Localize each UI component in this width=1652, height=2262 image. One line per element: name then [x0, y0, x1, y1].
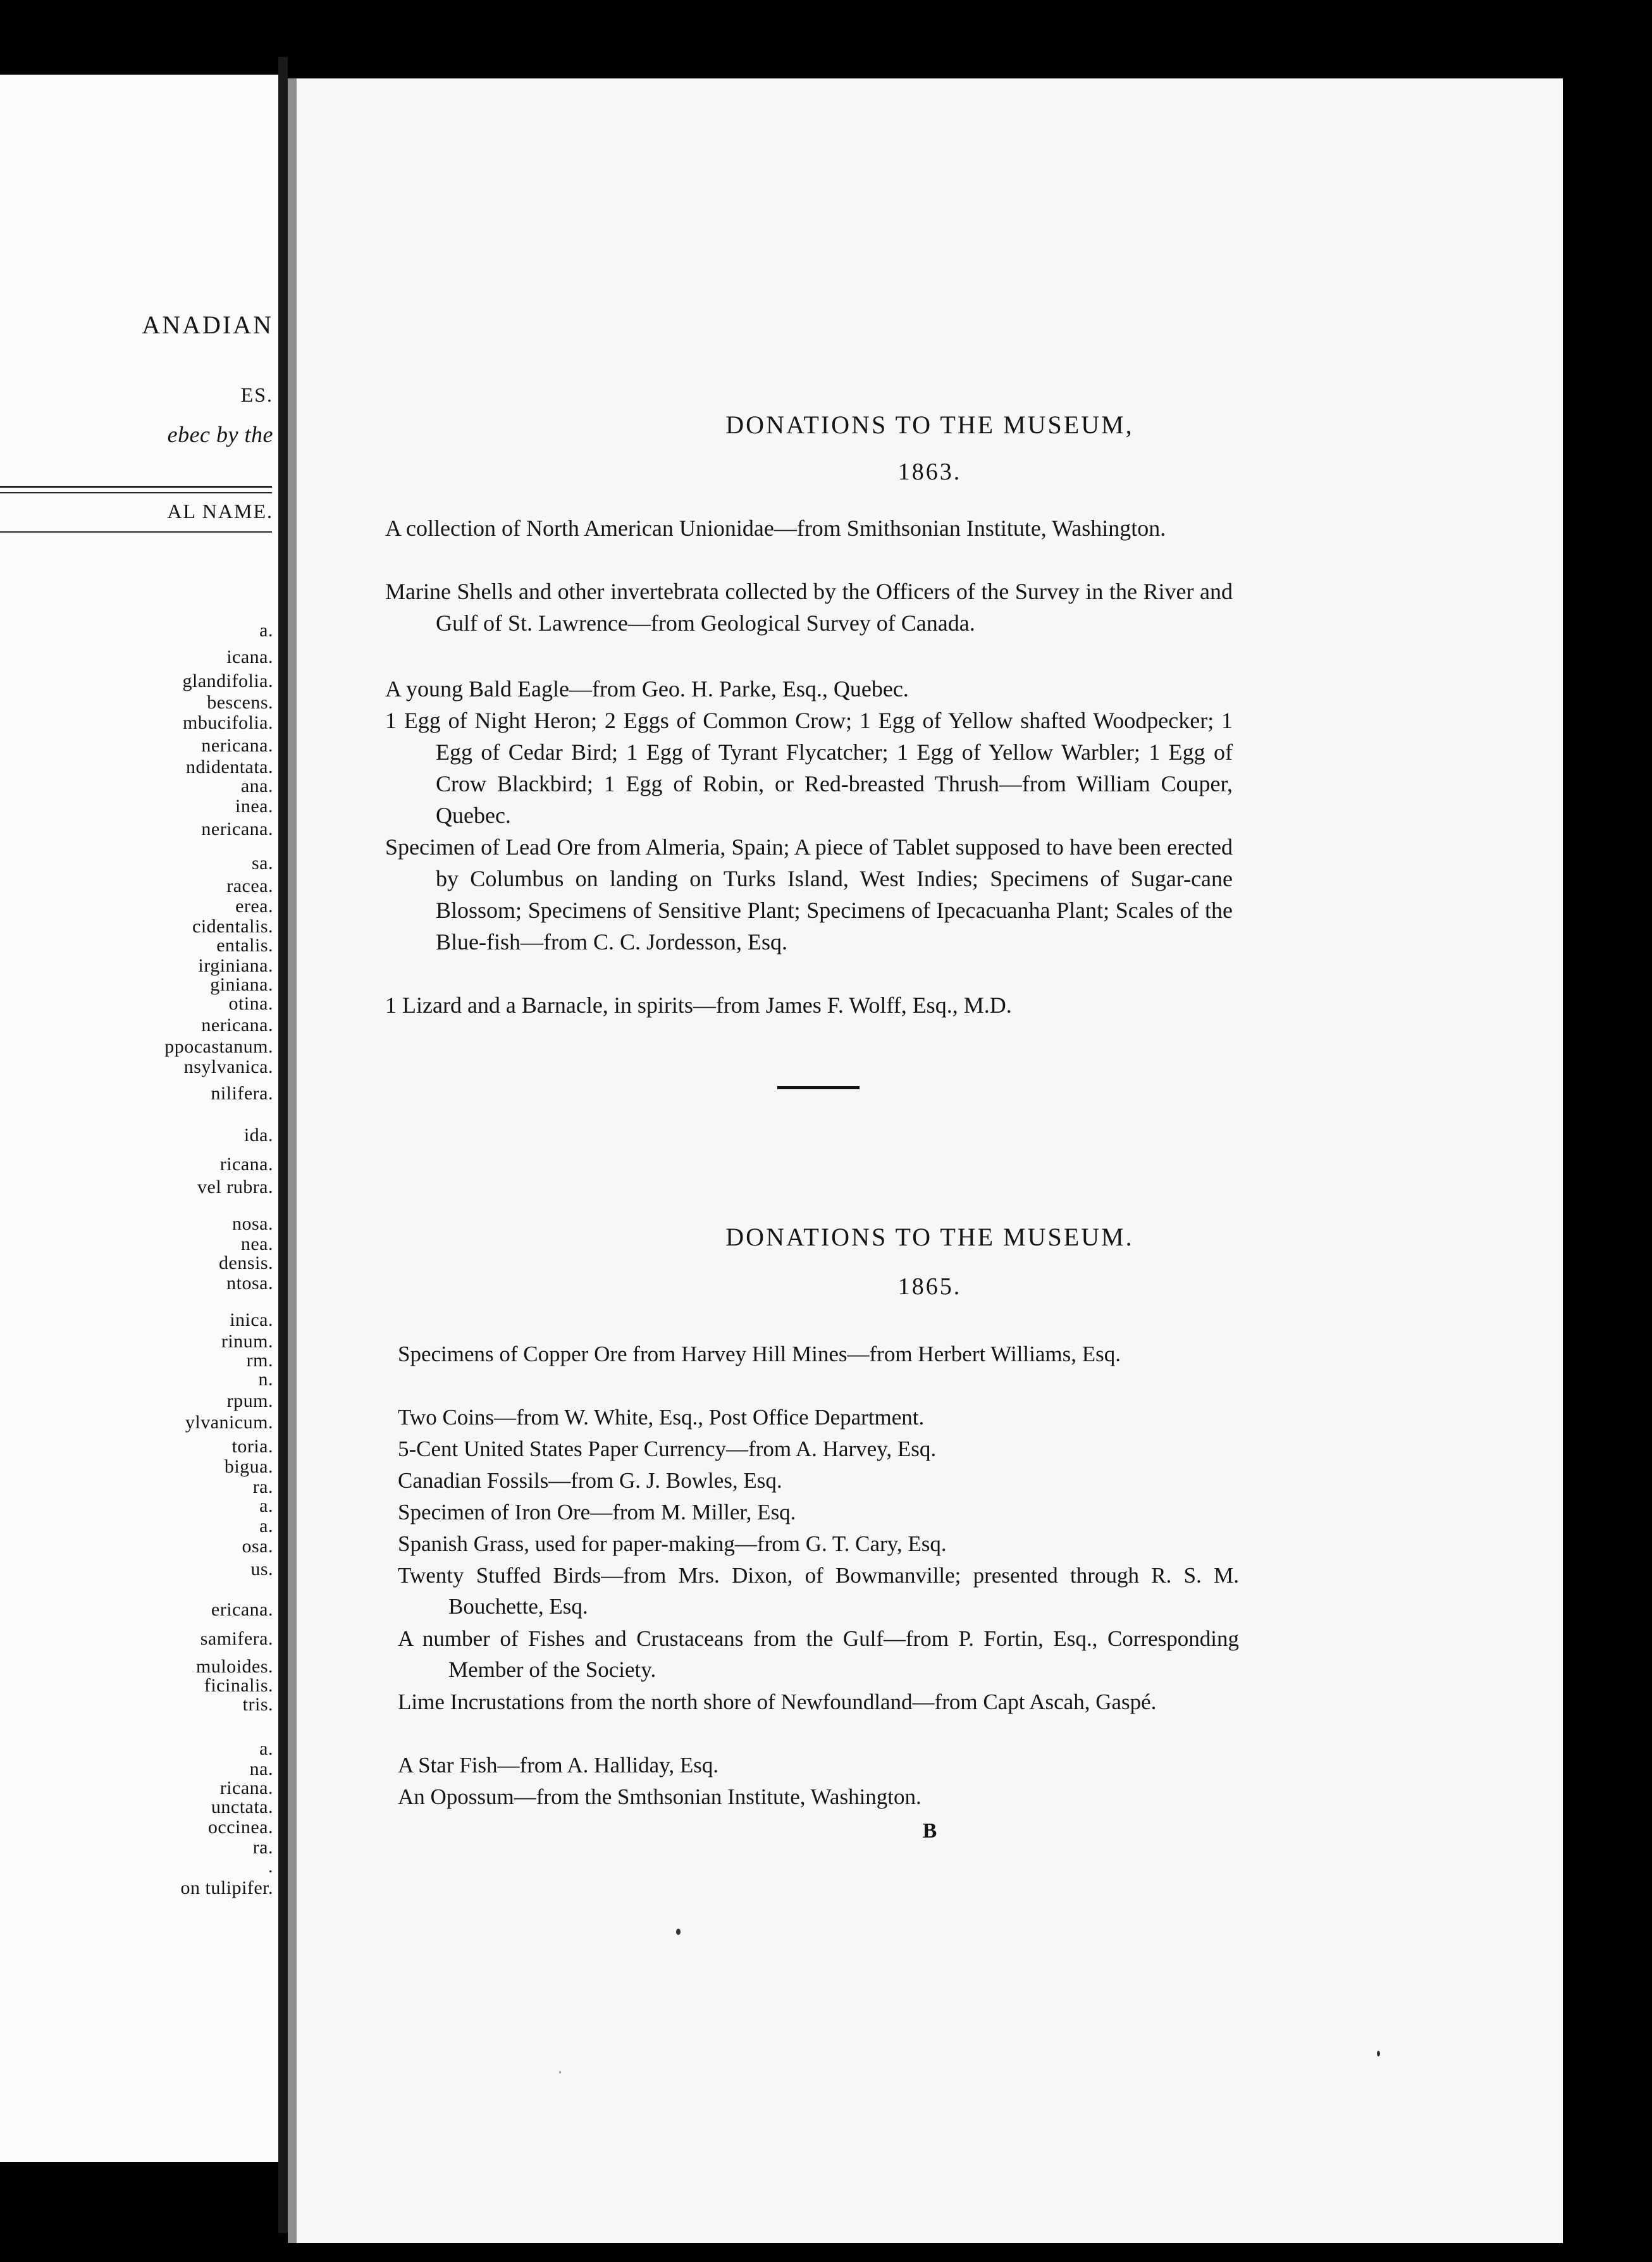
left-page-name: ficinalis. — [204, 1675, 273, 1696]
donation-entry: Marine Shells and other invertebrata collected by the Officers of the Survey in the River and Gulf of St. Lawrence—from Geological Survey of Canada. — [385, 579, 1233, 636]
left-page-name: tris. — [242, 1694, 273, 1715]
left-page-name: on tulipifer. — [180, 1877, 273, 1898]
left-page-name: ana. — [240, 776, 273, 796]
left-page-name: nea. — [240, 1233, 273, 1254]
left-page-name: nericana. — [201, 1015, 273, 1035]
right-page — [288, 78, 1563, 2243]
left-page-name: ricana. — [219, 1777, 273, 1798]
left-page-name: nericana. — [201, 735, 273, 756]
left-page-name: . — [268, 1856, 273, 1877]
left-page-name: inea. — [235, 796, 273, 817]
left-page-name: a. — [259, 1495, 273, 1516]
left-page-name: mbucifolia. — [183, 712, 273, 733]
left-page-column-title: AL NAME. — [167, 500, 273, 522]
left-page-name: ylvanicum. — [185, 1412, 273, 1433]
book-spine — [278, 57, 288, 2233]
donation-entry: Specimen of Lead Ore from Almeria, Spain; A piece of Tablet supposed to have been erected by Columbus on landing on Turks Island, West Indies; Specimens of Sugar-cane Blossom; Specimens of Sensitive Plant; Specimens of Ipecacuanha Plant; Scales of the Blue-fish—from C. C. Jordesson, Esq. — [385, 834, 1233, 955]
left-page-name: giniana. — [210, 974, 273, 995]
left-page-name: racea. — [226, 875, 273, 896]
left-page-name: nosa. — [232, 1213, 273, 1234]
donation-entry: A collection of North American Unionidae—from Smithsonian Institute, Washington. — [385, 516, 1166, 541]
left-page-name: a. — [259, 1738, 273, 1759]
left-page-name: rinum. — [221, 1331, 273, 1352]
ink-speck — [676, 1929, 681, 1935]
left-page-name: a. — [259, 1516, 273, 1536]
left-page-name: osa. — [242, 1536, 273, 1557]
left-page-name: bescens. — [207, 692, 273, 713]
left-page-name: otina. — [228, 993, 273, 1014]
left-page-name: rm. — [246, 1350, 273, 1371]
left-page-rule — [0, 486, 272, 488]
donation-entry: 5-Cent United States Paper Currency—from A. Harvey, Esq. — [398, 1437, 937, 1461]
left-page-name: rpum. — [226, 1390, 273, 1411]
donation-entry: Lime Incrustations from the north shore of Newfoundland—from Capt Ascah, Gaspé. — [398, 1690, 1157, 1714]
left-page-name: irginiana. — [198, 955, 273, 976]
donation-entry: Two Coins—from W. White, Esq., Post Office Department. — [398, 1405, 925, 1430]
left-page-name: unctata. — [211, 1796, 273, 1817]
left-page-name: glandifolia. — [182, 671, 273, 691]
left-page-name: cidentalis. — [192, 916, 273, 937]
left-page-name: entalis. — [216, 935, 273, 956]
left-page-header: ANADIAN — [142, 311, 273, 339]
left-page-name: samifera. — [200, 1628, 273, 1649]
donation-entry: Twenty Stuffed Birds—from Mrs. Dixon, of Bowmanville; presented through R. S. M. Bouchette, Esq. — [398, 1563, 1239, 1619]
left-page-name: nilifera. — [211, 1083, 273, 1104]
section-divider — [777, 1086, 860, 1089]
section-year-1863: 1863. — [897, 459, 962, 485]
left-page-subheader-italic: ebec by the — [167, 422, 273, 447]
left-page-name: icana. — [226, 646, 273, 667]
donation-entry: Canadian Fossils—from G. J. Bowles, Esq. — [398, 1468, 782, 1493]
left-page-name: ppocastanum. — [164, 1036, 273, 1057]
left-page-name: ndidentata. — [186, 757, 273, 777]
donation-entry: Spanish Grass, used for paper-making—from G. T. Cary, Esq. — [398, 1531, 947, 1556]
left-page-name: toria. — [231, 1436, 273, 1457]
left-page-name: ra. — [252, 1476, 273, 1497]
left-page-name: ntosa. — [226, 1273, 273, 1294]
ink-speck — [1377, 2051, 1380, 2056]
left-page-name: nsylvanica. — [183, 1056, 273, 1077]
left-page-name: occinea. — [207, 1817, 273, 1838]
left-page-name: ra. — [252, 1837, 273, 1858]
left-page-name: ericana. — [211, 1599, 273, 1620]
left-page-name: nericana. — [201, 819, 273, 839]
donation-entry: An Opossum—from the Smthsonian Institute, Washington. — [398, 1784, 922, 1809]
donation-entry: 1 Egg of Night Heron; 2 Eggs of Common Crow; 1 Egg of Yellow shafted Woodpecker; 1 Egg of Cedar Bird; 1 Egg of Tyrant Flycatcher; 1 Egg of Yellow Warbler; 1 Egg of Crow Blackbird; 1 Egg of Robin, or Red-breasted Thrush—from William Couper, Quebec. — [385, 708, 1233, 828]
left-page-subheader: ES. — [240, 383, 273, 406]
left-page-name: a. — [259, 620, 273, 641]
left-page-name: n. — [258, 1369, 273, 1390]
signature-mark: B — [922, 1819, 937, 1843]
left-page-name: bigua. — [224, 1456, 273, 1477]
left-page-name: sa. — [252, 853, 273, 874]
left-page-rule — [0, 531, 272, 533]
left-page-fragment — [0, 75, 278, 2162]
left-page-name: na. — [249, 1758, 273, 1779]
left-page-name: us. — [250, 1559, 273, 1579]
donation-entry: A number of Fishes and Crustaceans from the Gulf—from P. Fortin, Esq., Corresponding Member of the Society. — [398, 1626, 1239, 1682]
section-heading-1863: DONATIONS TO THE MUSEUM, — [725, 411, 1134, 439]
left-page-name: ida. — [243, 1125, 273, 1146]
donation-entry: Specimens of Copper Ore from Harvey Hill Mines—from Herbert Williams, Esq. — [398, 1342, 1121, 1366]
donation-entry: Specimen of Iron Ore—from M. Miller, Esq. — [398, 1500, 796, 1524]
section-year-1865: 1865. — [897, 1273, 962, 1300]
left-page-name: densis. — [219, 1252, 273, 1273]
left-page-name: vel rubra. — [197, 1177, 273, 1197]
donation-entry: A young Bald Eagle—from Geo. H. Parke, Esq., Quebec. — [385, 676, 909, 701]
donation-entry: 1 Lizard and a Barnacle, in spirits—from James F. Wolff, Esq., M.D. — [385, 992, 1012, 1018]
ink-speck — [559, 2071, 561, 2074]
left-page-name: erea. — [235, 896, 273, 917]
left-page-name: ricana. — [219, 1154, 273, 1175]
left-page-name: muloides. — [196, 1656, 273, 1677]
donation-entry: A Star Fish—from A. Halliday, Esq. — [398, 1753, 719, 1777]
left-page-name: inica. — [230, 1309, 273, 1330]
section-heading-1865: DONATIONS TO THE MUSEUM. — [725, 1223, 1134, 1251]
left-page-rule — [0, 492, 272, 493]
